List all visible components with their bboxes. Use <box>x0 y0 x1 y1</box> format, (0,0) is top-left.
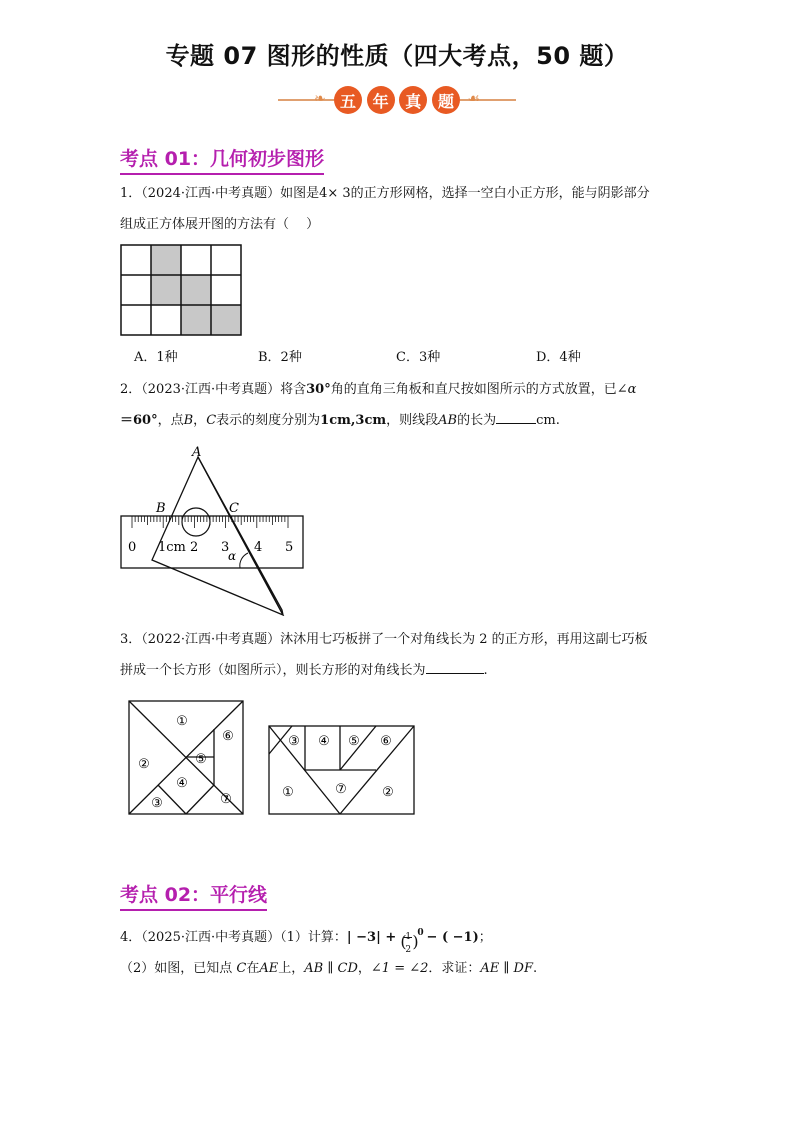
tangram-piece-label: ⑦ <box>220 792 232 807</box>
fraction-power: ( 1 2 ) 0 <box>400 927 424 955</box>
grid-shaded-cell <box>151 245 181 275</box>
tangram-piece-label: ① <box>176 714 188 729</box>
ruler-tick-label: 0 <box>128 540 137 555</box>
question-4-line2: （2）如图，已知点 C在AE上，AB ∥ CD，∠1 = ∠2．求证：AE ∥ DF. <box>120 961 538 976</box>
badge-char: 题 <box>432 86 460 114</box>
grid-shaded-cell <box>151 275 181 305</box>
five-year-badge <box>270 86 524 116</box>
ruler-tick-label: 4 <box>254 540 263 555</box>
grid-shaded-cell <box>181 305 211 335</box>
badge-char: 真 <box>399 86 427 114</box>
ruler-tick-label: 5 <box>285 540 294 555</box>
answer-blank[interactable] <box>426 659 484 674</box>
badge-char: 五 <box>334 86 362 114</box>
grid-shaded-cell <box>181 275 211 305</box>
tangram-piece-label: ② <box>138 757 150 772</box>
tangram-piece-label: ④ <box>176 776 188 791</box>
tangram-piece-label: ⑦ <box>335 782 347 797</box>
section-heading-02: 考点 02：平行线 <box>120 880 267 911</box>
tangram-piece-label: ⑥ <box>380 734 392 749</box>
tangram-square-figure <box>128 700 246 818</box>
tangram-piece-label: ⑤ <box>195 752 207 767</box>
badge-curl-right-icon: ☙ <box>467 91 480 107</box>
ruler-tick-label: 2 <box>190 540 199 555</box>
question-2-line1: 2．（2023·江西·中考真题）将含30°角的直角三角板和直尺按如图所示的方式放置，已∠α <box>120 382 637 397</box>
tangram-piece-label: ② <box>382 785 394 800</box>
ruler-triangle-figure <box>116 440 312 616</box>
tangram-piece-label: ④ <box>318 734 330 749</box>
question-3 <box>120 624 680 686</box>
point-b-label: B <box>156 501 166 516</box>
point-c-label: C <box>229 501 239 516</box>
question-3-line1: 3．（2022·江西·中考真题）沐沐用七巧板拼了一个对角线长为 2 的正方形，再用这副七巧板 <box>120 632 648 647</box>
ruler-tick-label: 1cm <box>158 540 186 555</box>
question-4-line1: 4．（2025·江西·中考真题）（1）计算：| −3| + ( 1 2 ) 0 − ( −1)； <box>120 927 492 955</box>
tangram-rectangle-figure <box>268 725 416 817</box>
grid-shaded-cell <box>211 305 241 335</box>
tangram-piece-label: ① <box>282 785 294 800</box>
option-c[interactable]: C．3种 <box>396 350 441 365</box>
section-heading-01: 考点 01：几何初步图形 <box>120 144 324 175</box>
ruler <box>121 516 303 568</box>
answer-blank[interactable] <box>496 409 536 424</box>
page-title: 专题 07 图形的性质（四大考点，50 题） <box>165 42 629 70</box>
grid-figure <box>120 244 244 336</box>
question-1 <box>120 178 680 240</box>
ruler-tick-label: 3 <box>221 540 230 555</box>
point-a-label: A <box>192 445 202 460</box>
tangram-piece-label: ③ <box>151 796 163 811</box>
tangram-piece-label: ⑤ <box>348 734 360 749</box>
tangram-piece-label: ③ <box>288 734 300 749</box>
question-1-line1: 1．（2024·江西·中考真题）如图是4× 3的正方形网格，选择一空白小正方形，能与阴影部分 <box>120 186 650 201</box>
badge-char: 年 <box>367 86 395 114</box>
badge-curl-left-icon: ❧ <box>314 91 326 107</box>
question-2-line2: ＝60°，点B，C表示的刻度分别为1cm,3cm，则线段AB的长为 cm. <box>120 405 680 436</box>
option-a[interactable]: A．1种 <box>134 350 178 365</box>
question-3-line2: 拼成一个长方形（如图所示），则长方形的对角线长为 . <box>120 655 680 686</box>
tangram-piece-label: ⑥ <box>222 729 234 744</box>
question-2 <box>120 374 680 436</box>
question-4 <box>120 922 680 984</box>
question-1-line2: 组成正方体展开图的方法有（ ） <box>120 217 320 232</box>
option-b[interactable]: B．2种 <box>258 350 302 365</box>
angle-alpha-label: α <box>228 549 237 563</box>
option-d[interactable]: D．4种 <box>536 350 581 365</box>
